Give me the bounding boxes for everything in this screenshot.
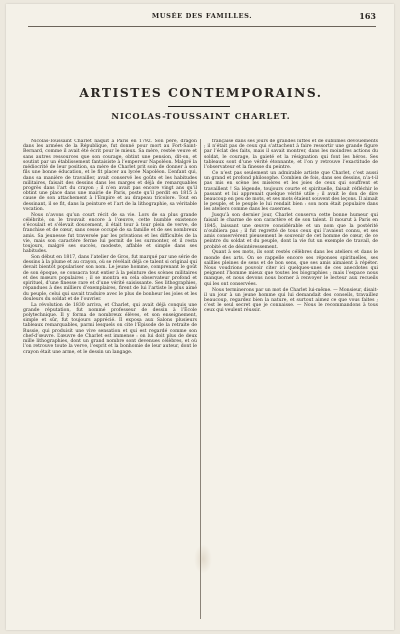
paragraph: Nous n’avons qu’un court récit de sa vie. Lors de sa plus grande célébrité, on le trouvait encore à l’œuvre, cette humble existence s’écoulait et s’élevait doucement, il était tour à tour plein de verve, de franchise et de cœur, sans cesse occupé de sa famille et de ses nombreux amis. Sa jeunesse fut traversée par les privations et les difficultés de la vie, mais son caractère ferme lui permit de les surmonter, et il resta toujours, malgré ses succès, modeste, affable et simple dans ses habitudes.: [23, 212, 197, 255]
paragraph: Nous terminerons par un mot de Charlet lui-même. — Monsieur, disait-il un jour à un jeune homme qui lui demandait des conseils, travaillez beaucoup, regardez bien la nature, et surtout aimez ce que vous faites ; c’est le seul secret que je connaisse. — Nous le recommandons à tous ceux qui veulent réussir.: [204, 287, 378, 314]
paragraph: Son début en 1817, dans l’atelier de Gros, fut marqué par une série de dessins à la plume et au crayon, où se révélait déjà ce talent si original qui devait bientôt populariser son nom. Le jeune homme, comprenant le goût de son époque, se consacra tout entier à la peinture des scènes militaires et des mœurs populaires ; il se montra en cela observateur profond et spirituel, d’une finesse rare et d’une vérité saisissante. Ses lithographies, répandues à des milliers d’exemplaires, firent de lui l’artiste le plus aimé du peuple, celui qui savait traduire avec le plus de bonheur les joies et les douleurs du soldat et de l’ouvrier.: [23, 255, 197, 302]
column-right: [204, 139, 378, 621]
paragraph: française dans ses jours de grandes luttes et de sublimes dévouements ; il n’était pas de ceux qui s’attachent à faire ressortir une grande figure par l’éclat des faits, mais il savait montrer, dans les moindres actions du soldat, le courage, la gaieté et la résignation qui font les héros. Ses tableaux sont d’une vérité étonnante, et l’on y retrouve l’exactitude de l’observateur et la finesse du peintre.: [204, 139, 378, 171]
column-left: [23, 139, 197, 621]
page-number: 163: [359, 11, 376, 21]
paragraph: Jusqu’à son dernier jour, Charlet conserva cette bonne humeur qui faisait le charme de son caractère et de son talent. Il mourut à Paris en 1845, laissant une œuvre considérable et un nom que la postérité n’oubliera pas ; il fut regretté de tous ceux qui l’avaient connu, et ses amis conservèrent pieusement le souvenir de cet homme de cœur, de ce peintre du soldat et du peuple, dont la vie fut un exemple de travail, de probité et de désintéressement.: [204, 213, 378, 250]
section-title: ARTISTES CONTEMPORAINS.: [79, 86, 323, 100]
title-rule: [168, 106, 230, 107]
paragraph: La révolution de 1830 arriva, et Charlet, qui avait déjà conquis une grande réputation, fut nommé professeur de dessin à l’École polytechnique. Il y forma de nombreux élèves, et son enseignement, simple et sûr, fut toujours apprécié. Il exposa aux Salons plusieurs tableaux remarquables, parmi lesquels on cite l’Épisode de la retraite de Russie, qui produisit une vive sensation et qui est regardé comme son chef-d’œuvre. L’œuvre de Charlet est immense : on lui doit plus de deux mille lithographies, dont un grand nombre sont devenues célèbres, et où l’on retrouve toute la verve, l’esprit et la bonhomie de leur auteur, dont le crayon était une arme, et le dessin un langage.: [23, 302, 197, 355]
paper-stain: [194, 544, 212, 574]
paragraph: Quant à ses mots, ils sont restés célèbres dans les ateliers et dans le monde des arts. On se rappelle encore ses réponses spirituelles, ses saillies pleines de sens et de bon sens, que ses amis aimaient à répéter. Nous voudrions pouvoir citer ici quelques-unes de ces anecdotes qui peignent l’homme mieux que toutes les biographies ; mais l’espace nous manque, et nous devons nous borner à renvoyer le lecteur aux recueils qui les ont conservées.: [204, 250, 378, 287]
paragraph: Nicolas-Toussaint Charlet naquit à Paris en 1792. Son père, dragon dans les armées de la République, fut donné pour mort au Fort-Saint-Bernard, comme il avait été écrit pour le mieux. Sa mère, restée veuve et sans autres ressources que son courage, obtint une pension, dit-on, et soutint par un établissement fantaisiste à l’empereur Napoléon. Malgré la médiocrité de leur position, sa mère de Charlet prit soin de donner à son fils une bonne éducation, et le fit placer au lycée Napoléon. L’enfant qui, dans sa manière de travailler, avait conservé les goûts et les habitudes militaires, faisait des dessins dans les marges et déjà de remarquables progrès dans l’art du crayon ; il n’en avait pas encore vingt ans qu’il obtint une place dans une mairie de Paris, poste qu’il perdit en 1815 à cause de son attachement à l’Empire et au drapeau tricolore. Tout en dessinant, il se fit, dans la peinture et l’art de la lithographie, sa véritable vocation.: [23, 139, 197, 212]
paragraph: Ce n’est pas seulement un admirable artiste que Charlet, c’est aussi un grand et profond philosophe. Combien de fois, dans ses dessins, n’a-t-il pas mis en scène les misères et les joies de ceux qui souffrent et travaillent ! Sa légende, toujours courte et spirituelle, faisait réfléchir le passant et lui apprenait quelque vérité utile ; il avait le don de dire beaucoup en peu de mots, et ses mots étaient souvent des leçons. Il aimait le peuple, et le peuple le lui rendait bien : son nom était populaire dans les ateliers comme dans les casernes.: [204, 170, 378, 213]
running-title: MUSÉE DES FAMILLES.: [151, 12, 253, 20]
running-head: [28, 12, 376, 27]
article-title: NICOLAS-TOUSSAINT CHARLET.: [111, 111, 291, 121]
newspaper-page: [6, 4, 394, 630]
